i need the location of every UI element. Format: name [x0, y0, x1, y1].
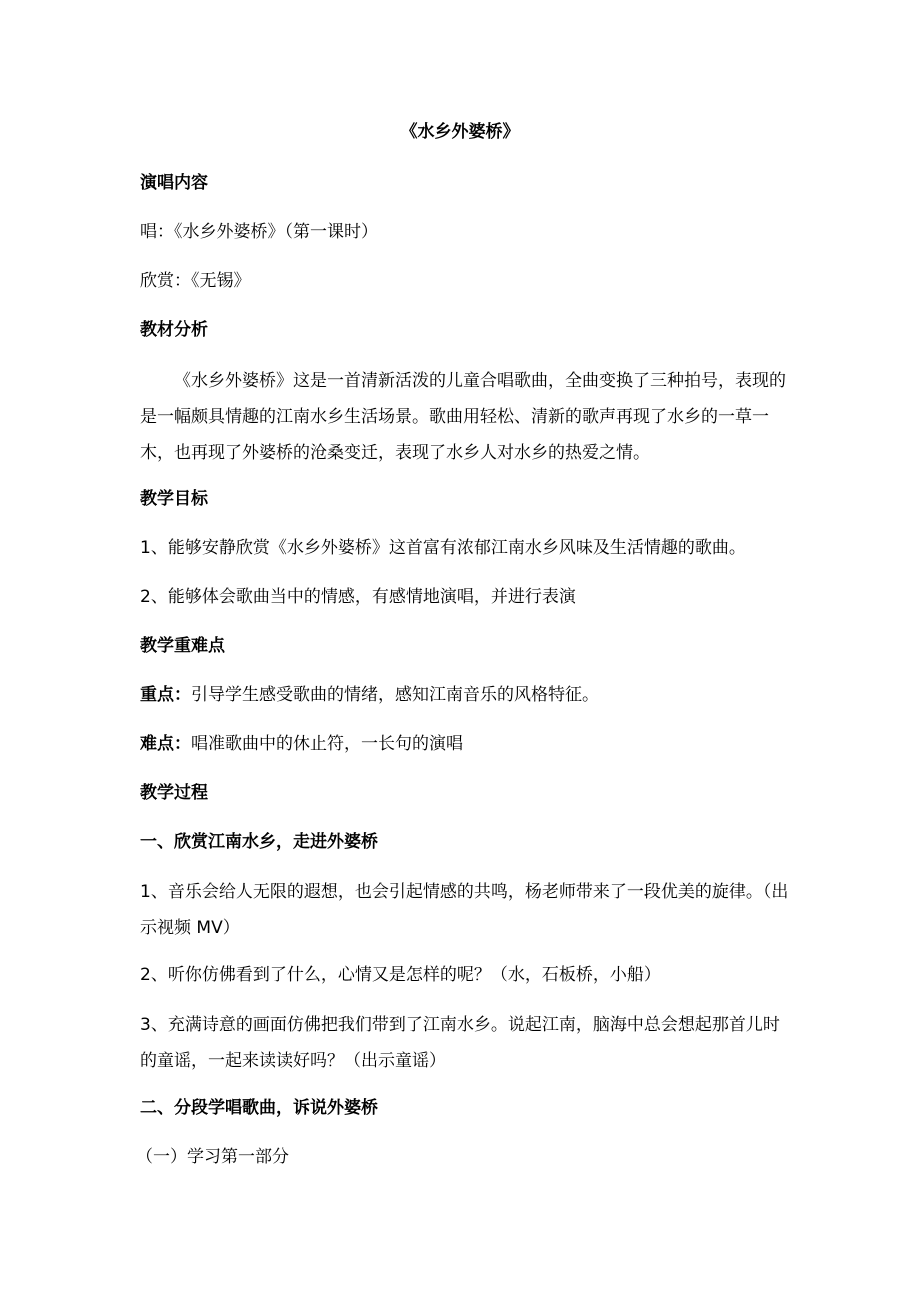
- difficult-point: [140, 732, 790, 756]
- document-title: 《水乡外婆桥》: [400, 122, 520, 142]
- heading-singing-content: 演唱内容: [140, 173, 208, 193]
- material-analysis-paragraph: 《水乡外婆桥》这是一首清新活泼的儿童合唱歌曲，全曲变换了三种拍号，表现的是一幅颇具情趣的江南水乡生活场景。歌曲用轻松、清新的歌声再现了水乡的一草一木，也再现了外婆桥的沧桑变迁，表现了水乡人对水乡的热爱之情。: [140, 371, 786, 463]
- key-point-label: 重点：: [140, 685, 191, 705]
- key-point-text: 引导学生感受歌曲的情绪，感知江南音乐的风格特征。: [191, 685, 599, 705]
- heading-key-difficult: 教学重难点: [140, 636, 225, 656]
- heading-material-analysis: 教材分析: [140, 320, 208, 340]
- teaching-goal-2: 2、能够体会歌曲当中的情感，有感情地演唱，并进行表演: [140, 587, 576, 607]
- process-step-2: 2、听你仿佛看到了什么，心情又是怎样的呢？（水，石板桥，小船）: [140, 965, 661, 985]
- process-step-1: 1、音乐会给人无限的遐想，也会引起情感的共鸣，杨老师带来了一段优美的旋律。（出示视频 MV）: [140, 882, 789, 938]
- heading-process: 教学过程: [140, 783, 208, 803]
- difficult-point-text: 唱准歌曲中的休止符，一长句的演唱: [191, 734, 463, 754]
- process-subsection-1: （一）学习第一部分: [136, 1147, 289, 1167]
- key-point: [140, 683, 790, 707]
- teaching-goal-1: 1、能够安静欣赏《水乡外婆桥》这首富有浓郁江南水乡风味及生活情趣的歌曲。: [140, 538, 746, 558]
- heading-teaching-goals: 教学目标: [140, 489, 208, 509]
- appreciation-item: 欣赏：《无锡》: [140, 271, 251, 291]
- singing-item: 唱：《水乡外婆桥》（第一课时）: [140, 222, 378, 242]
- process-part1-heading: 一、欣赏江南水乡，走进外婆桥: [140, 832, 378, 852]
- difficult-point-label: 难点：: [140, 734, 191, 754]
- process-step-3: 3、充满诗意的画面仿佛把我们带到了江南水乡。说起江南，脑海中总会想起那首儿时的童谣，一起来读读好吗？（出示童谣）: [140, 1015, 780, 1071]
- process-part2-heading: 二、分段学唱歌曲，诉说外婆桥: [140, 1098, 378, 1118]
